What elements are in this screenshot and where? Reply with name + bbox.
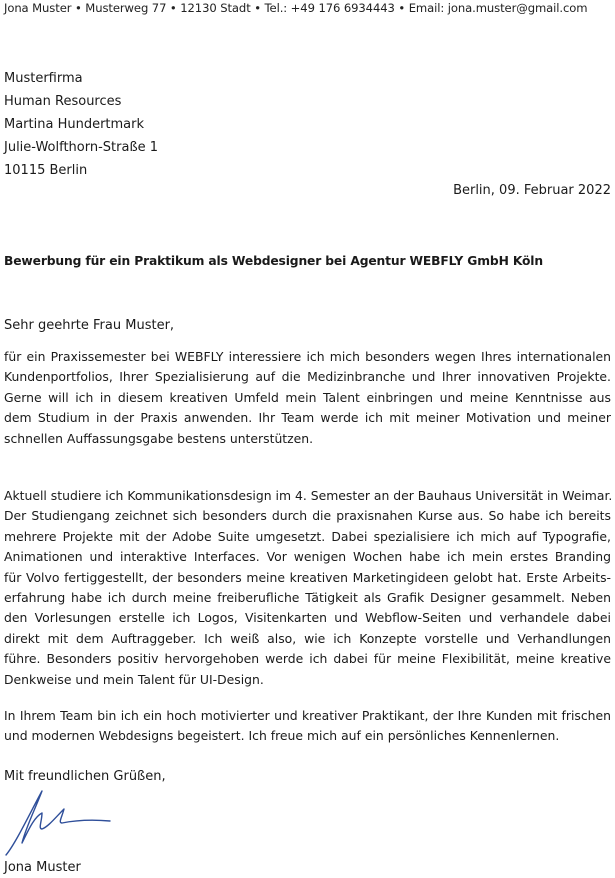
paragraph-line: Gerne will ich in diesem kreativen Umfeld mein Talent einbringen und meine Kenntnisse aus bbox=[4, 389, 611, 405]
paragraph-line: dem Studium in der Praxis anwenden. Ihr Team werde ich mit meiner Motivation und meiner bbox=[4, 410, 611, 426]
handwritten-signature bbox=[2, 787, 114, 859]
recipient-address bbox=[4, 67, 158, 182]
recipient-company: Musterfirma bbox=[4, 71, 83, 86]
salutation: Sehr geehrte Frau Muster, bbox=[4, 318, 175, 333]
paragraph-line: mehrere Projekte mit der Adobe Suite umgesetzt. Dabei spezialisiere ich mich auf Typografie, bbox=[4, 528, 611, 544]
paragraph-line: Kundenportfolios, Ihrer Spezialisierung auf die Medizinbranche und Ihrer innovativen Projekte. bbox=[4, 369, 611, 385]
signer-name: Jona Muster bbox=[4, 860, 81, 875]
paragraph-line: Animationen und interaktive Interfaces. Vor wenigen Wochen habe ich mein erstes Branding bbox=[4, 549, 611, 565]
body-paragraph-3 bbox=[4, 706, 611, 747]
paragraph-line: erfahrung habe ich durch meine freiberufliche Tätigkeit als Grafik Designer gesammelt. Neben bbox=[4, 589, 611, 605]
paragraph-line: direkt mit dem Auftraggeber. Ich weiß also, wie ich Konzepte vorstelle und Verhandlungen bbox=[4, 630, 611, 646]
recipient-contact-name: Martina Hundertmark bbox=[4, 117, 145, 132]
paragraph-line: Aktuell studiere ich Kommunikationsdesign im 4. Semester an der Bauhaus Universität in Weimar. bbox=[4, 488, 613, 503]
letter-subject: Bewerbung für ein Praktikum als Webdesigner bei Agentur WEBFLY GmbH Köln bbox=[4, 254, 543, 268]
closing-phrase: Mit freundlichen Grüßen, bbox=[4, 769, 166, 784]
body-paragraph-1 bbox=[4, 347, 611, 449]
recipient-city: 10115 Berlin bbox=[4, 163, 88, 178]
paragraph-line: für Volvo fertiggestellt, der besonders meine kreativen Marketingideen gelobt hat. Erste Arbeits- bbox=[4, 569, 611, 585]
sender-contact-line: Jona Muster • Musterweg 77 • 12130 Stadt • Tel.: +49 176 6934443 • Email: jona.muster@gmail.com bbox=[4, 1, 588, 15]
paragraph-line: Denkweise und mein Talent für UI-Design. bbox=[4, 671, 264, 687]
recipient-street: Julie-Wolfthorn-Straße 1 bbox=[4, 140, 159, 155]
letter-date: Berlin, 09. Februar 2022 bbox=[453, 183, 611, 198]
paragraph-line: und modernen Webdesigns begeistert. Ich freue mich auf ein persönliches Kennenlernen. bbox=[4, 728, 560, 744]
recipient-department: Human Resources bbox=[4, 94, 122, 109]
paragraph-line: schnellen Auffassungsgabe bestens unterstützen. bbox=[4, 430, 314, 446]
paragraph-line: führe. Besonders positiv hervorgehoben werde ich dabei für meine Flexibilität, meine kreative bbox=[4, 651, 611, 667]
paragraph-line: den Vorlesungen erstelle ich Logos, Visitenkarten und Webflow-Seiten und verhandele dabei bbox=[4, 610, 611, 626]
body-paragraph-2 bbox=[4, 486, 611, 690]
paragraph-line: In Ihrem Team bin ich ein hoch motivierter und kreativer Praktikant, der Ihre Kunden mit frischen bbox=[4, 708, 611, 723]
paragraph-line: für ein Praxissemester bei WEBFLY interessiere ich mich besonders wegen Ihres internationalen bbox=[4, 349, 611, 364]
paragraph-line: Der Studiengang zeichnet sich besonders durch die praxisnahen Kurse aus. So habe ich bereits bbox=[4, 508, 611, 524]
signature-stroke bbox=[6, 791, 110, 855]
